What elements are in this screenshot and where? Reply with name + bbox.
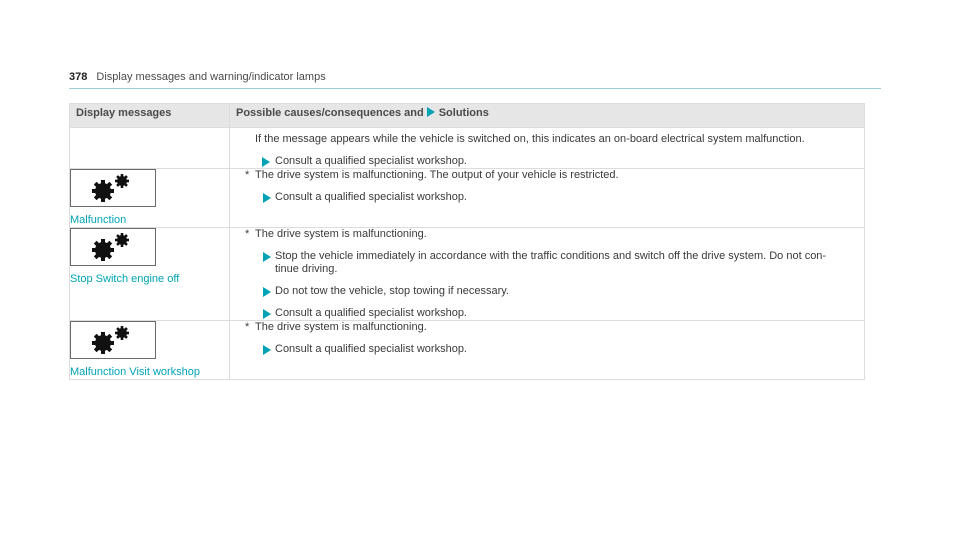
cause-line xyxy=(245,169,864,182)
col-header-causes-label: Possible causes/consequences and xyxy=(236,107,424,119)
message-cell xyxy=(70,169,230,228)
solution-bullet xyxy=(245,307,864,320)
bullet-text-continued: tinue driving. xyxy=(275,263,338,275)
bullet-text: Consult a qualified specialist workshop. xyxy=(275,307,467,319)
bullet-text: Consult a qualified specialist workshop. xyxy=(275,343,467,355)
solution-cell xyxy=(230,169,865,228)
solution-bullet xyxy=(245,343,864,356)
bullet-text: Stop the vehicle immediately in accordance with the traffic conditions and switch off the drive system. Do not con- xyxy=(275,250,827,262)
display-icon-box xyxy=(70,228,156,266)
display-icon-box xyxy=(70,169,156,207)
solution-bullet xyxy=(245,191,864,204)
cause-text: The drive system is malfunctioning. The output of your vehicle is restricted. xyxy=(255,169,619,181)
col-header-display-messages: Display messages xyxy=(70,104,230,128)
footnote-star: * xyxy=(245,321,250,333)
solution-cell xyxy=(230,128,865,169)
solution-cell xyxy=(230,228,865,321)
solution-bullet xyxy=(245,250,864,276)
solution-cell xyxy=(230,321,865,380)
gear-warning-icon xyxy=(71,229,155,265)
display-message: Stop Switch engine off xyxy=(70,273,180,285)
cause-text: The drive system is malfunctioning. xyxy=(255,228,427,240)
triangle-right-icon xyxy=(262,157,270,167)
page-title: Display messages and warning/indicator lamps xyxy=(96,71,326,83)
solution-bullet xyxy=(255,155,864,168)
triangle-right-icon xyxy=(263,252,271,262)
bullet-text: Do not tow the vehicle, stop towing if necessary. xyxy=(275,285,509,297)
footnote-star: * xyxy=(245,228,250,240)
col-header-solutions-label: Solutions xyxy=(438,107,489,119)
display-icon-box xyxy=(70,321,156,359)
display-message: Malfunction Visit workshop xyxy=(70,366,201,378)
messages-table xyxy=(69,103,865,380)
gear-warning-icon xyxy=(71,322,155,358)
table-row xyxy=(70,321,865,380)
cause-line xyxy=(245,321,864,334)
bullet-text: Consult a qualified specialist workshop. xyxy=(275,155,467,167)
cause-text: If the message appears while the vehicle is switched on, this indicates an on-board electrical system malfunction. xyxy=(255,133,805,145)
page-header xyxy=(69,71,326,83)
bullet-text: Consult a qualified specialist workshop. xyxy=(275,191,467,203)
triangle-right-icon xyxy=(263,309,271,319)
cause-line xyxy=(245,228,864,241)
table-row xyxy=(70,169,865,228)
triangle-right-icon xyxy=(263,345,271,355)
table-row xyxy=(70,128,865,169)
table-row xyxy=(70,228,865,321)
triangle-right-icon xyxy=(263,287,271,297)
display-message: Malfunction xyxy=(70,214,127,226)
table-header-row xyxy=(70,104,865,128)
page-number: 378 xyxy=(69,71,88,83)
cause-text: The drive system is malfunctioning. xyxy=(255,321,427,333)
message-cell xyxy=(70,321,230,380)
col-header-causes xyxy=(230,104,865,128)
header-rule xyxy=(69,88,881,89)
triangle-right-icon xyxy=(427,107,435,117)
gear-warning-icon xyxy=(71,170,155,206)
message-cell xyxy=(70,128,230,169)
footnote-star: * xyxy=(245,169,250,181)
triangle-right-icon xyxy=(263,193,271,203)
message-cell xyxy=(70,228,230,321)
solution-bullet xyxy=(245,285,864,298)
